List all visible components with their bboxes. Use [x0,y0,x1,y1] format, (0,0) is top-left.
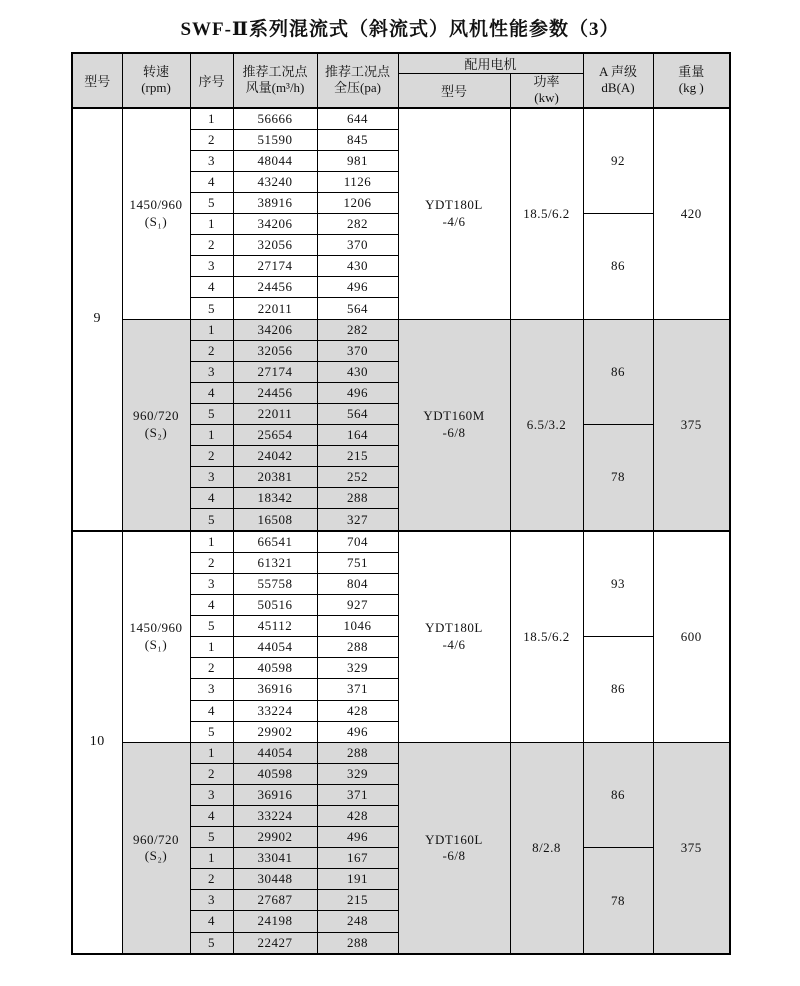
flow-cell: 24198 [233,911,317,932]
pressure-cell: 1046 [317,616,398,637]
seq-cell: 3 [190,361,233,382]
seq-cell: 2 [190,658,233,679]
table-header [72,53,730,108]
pressure-cell: 164 [317,425,398,446]
power-cell: 18.5/6.2 [510,531,583,743]
seq-cell: 1 [190,637,233,658]
flow-cell: 51590 [233,129,317,150]
noise-upper-cell: 86 [583,742,653,847]
seq-cell: 1 [190,531,233,553]
flow-cell: 48044 [233,150,317,171]
header-weight: 重量 (kg ) [653,53,730,108]
header-flow: 推荐工况点 风量(m³/h) [233,53,317,108]
seq-cell: 2 [190,129,233,150]
pressure-cell: 167 [317,848,398,869]
pressure-cell: 370 [317,340,398,361]
header-speed: 转速 (rpm) [122,53,190,108]
speed-cell: 960/720 (S₂) [122,742,190,954]
seq-cell: 1 [190,742,233,763]
flow-cell: 32056 [233,235,317,256]
flow-cell: 55758 [233,573,317,594]
model-cell: 10 [72,531,122,954]
pressure-cell: 496 [317,721,398,742]
flow-cell: 24042 [233,446,317,467]
noise-lower-cell: 78 [583,848,653,954]
pressure-cell: 428 [317,805,398,826]
seq-cell: 2 [190,446,233,467]
pressure-cell: 428 [317,700,398,721]
flow-cell: 36916 [233,784,317,805]
seq-cell: 5 [190,298,233,319]
flow-cell: 44054 [233,637,317,658]
seq-cell: 5 [190,721,233,742]
motor-cell: YDT180L -4/6 [398,108,510,320]
pressure-cell: 282 [317,319,398,340]
pressure-cell: 329 [317,658,398,679]
seq-cell: 3 [190,256,233,277]
seq-cell: 1 [190,108,233,130]
flow-cell: 34206 [233,319,317,340]
pressure-cell: 215 [317,890,398,911]
flow-cell: 66541 [233,531,317,553]
flow-cell: 27174 [233,256,317,277]
pressure-cell: 564 [317,298,398,319]
seq-cell: 5 [190,932,233,954]
seq-cell: 5 [190,403,233,424]
pressure-cell: 927 [317,595,398,616]
flow-cell: 40598 [233,763,317,784]
flow-cell: 43240 [233,171,317,192]
flow-cell: 24456 [233,382,317,403]
seq-cell: 5 [190,193,233,214]
pressure-cell: 252 [317,467,398,488]
header-motor-model: 型号 [398,74,510,108]
flow-cell: 27174 [233,361,317,382]
noise-upper-cell: 93 [583,531,653,637]
seq-cell: 3 [190,467,233,488]
flow-cell: 30448 [233,869,317,890]
noise-upper-cell: 92 [583,108,653,214]
flow-cell: 33041 [233,848,317,869]
noise-lower-cell: 86 [583,637,653,742]
pressure-cell: 371 [317,784,398,805]
flow-cell: 29902 [233,721,317,742]
weight-cell: 375 [653,742,730,954]
table-row [72,108,730,130]
flow-cell: 22427 [233,932,317,954]
power-cell: 18.5/6.2 [510,108,583,320]
pressure-cell: 1206 [317,193,398,214]
seq-cell: 3 [190,573,233,594]
pressure-cell: 288 [317,932,398,954]
flow-cell: 45112 [233,616,317,637]
pressure-cell: 191 [317,869,398,890]
seq-cell: 1 [190,848,233,869]
power-cell: 8/2.8 [510,742,583,954]
pressure-cell: 329 [317,763,398,784]
weight-cell: 375 [653,319,730,531]
flow-cell: 22011 [233,298,317,319]
header-seq: 序号 [190,53,233,108]
pressure-cell: 248 [317,911,398,932]
pressure-cell: 496 [317,277,398,298]
noise-lower-cell: 78 [583,425,653,531]
seq-cell: 1 [190,425,233,446]
seq-cell: 5 [190,616,233,637]
pressure-cell: 496 [317,827,398,848]
flow-cell: 24456 [233,277,317,298]
pressure-cell: 288 [317,637,398,658]
flow-cell: 29902 [233,827,317,848]
noise-lower-cell: 86 [583,214,653,319]
seq-cell: 4 [190,805,233,826]
flow-cell: 61321 [233,552,317,573]
pressure-cell: 564 [317,403,398,424]
seq-cell: 4 [190,382,233,403]
seq-cell: 3 [190,679,233,700]
header-pressure: 推荐工况点 全压(pa) [317,53,398,108]
noise-upper-cell: 86 [583,319,653,424]
seq-cell: 4 [190,171,233,192]
pressure-cell: 282 [317,214,398,235]
seq-cell: 3 [190,150,233,171]
fan-performance-table [71,52,731,955]
seq-cell: 2 [190,340,233,361]
speed-cell: 1450/960 (S₁) [122,531,190,743]
flow-cell: 50516 [233,595,317,616]
header-model: 型号 [72,53,122,108]
header-power: 功率 (kw) [510,74,583,108]
table-row [72,531,730,553]
seq-cell: 1 [190,214,233,235]
seq-cell: 4 [190,911,233,932]
motor-cell: YDT160M -6/8 [398,319,510,531]
weight-cell: 600 [653,531,730,743]
motor-cell: YDT160L -6/8 [398,742,510,954]
page-title: SWF-Ⅱ系列混流式（斜流式）风机性能参数（3） [180,19,620,40]
flow-cell: 25654 [233,425,317,446]
pressure-cell: 981 [317,150,398,171]
seq-cell: 1 [190,319,233,340]
model-cell: 9 [72,108,122,531]
seq-cell: 2 [190,235,233,256]
flow-cell: 33224 [233,805,317,826]
speed-cell: 1450/960 (S₁) [122,108,190,320]
seq-cell: 2 [190,552,233,573]
pressure-cell: 430 [317,361,398,382]
seq-cell: 4 [190,700,233,721]
seq-cell: 3 [190,890,233,911]
pressure-cell: 751 [317,552,398,573]
header-noise: A 声级 dB(A) [583,53,653,108]
flow-cell: 22011 [233,403,317,424]
pressure-cell: 371 [317,679,398,700]
flow-cell: 44054 [233,742,317,763]
table-body [72,108,730,955]
seq-cell: 5 [190,827,233,848]
motor-cell: YDT180L -4/6 [398,531,510,743]
header-motor-group: 配用电机 [398,53,583,74]
seq-cell: 4 [190,277,233,298]
seq-cell: 3 [190,784,233,805]
weight-cell: 420 [653,108,730,320]
power-cell: 6.5/3.2 [510,319,583,531]
pressure-cell: 430 [317,256,398,277]
flow-cell: 32056 [233,340,317,361]
flow-cell: 36916 [233,679,317,700]
pressure-cell: 644 [317,108,398,130]
flow-cell: 27687 [233,890,317,911]
seq-cell: 2 [190,869,233,890]
pressure-cell: 288 [317,742,398,763]
seq-cell: 5 [190,509,233,531]
pressure-cell: 845 [317,129,398,150]
table-row [72,742,730,763]
seq-cell: 4 [190,595,233,616]
table-row [72,319,730,340]
flow-cell: 33224 [233,700,317,721]
flow-cell: 18342 [233,488,317,509]
flow-cell: 56666 [233,108,317,130]
pressure-cell: 327 [317,509,398,531]
seq-cell: 4 [190,488,233,509]
seq-cell: 2 [190,763,233,784]
flow-cell: 40598 [233,658,317,679]
speed-cell: 960/720 (S₂) [122,319,190,531]
pressure-cell: 370 [317,235,398,256]
flow-cell: 34206 [233,214,317,235]
pressure-cell: 215 [317,446,398,467]
pressure-cell: 288 [317,488,398,509]
pressure-cell: 704 [317,531,398,553]
flow-cell: 16508 [233,509,317,531]
flow-cell: 20381 [233,467,317,488]
flow-cell: 38916 [233,193,317,214]
pressure-cell: 496 [317,382,398,403]
pressure-cell: 804 [317,573,398,594]
pressure-cell: 1126 [317,171,398,192]
